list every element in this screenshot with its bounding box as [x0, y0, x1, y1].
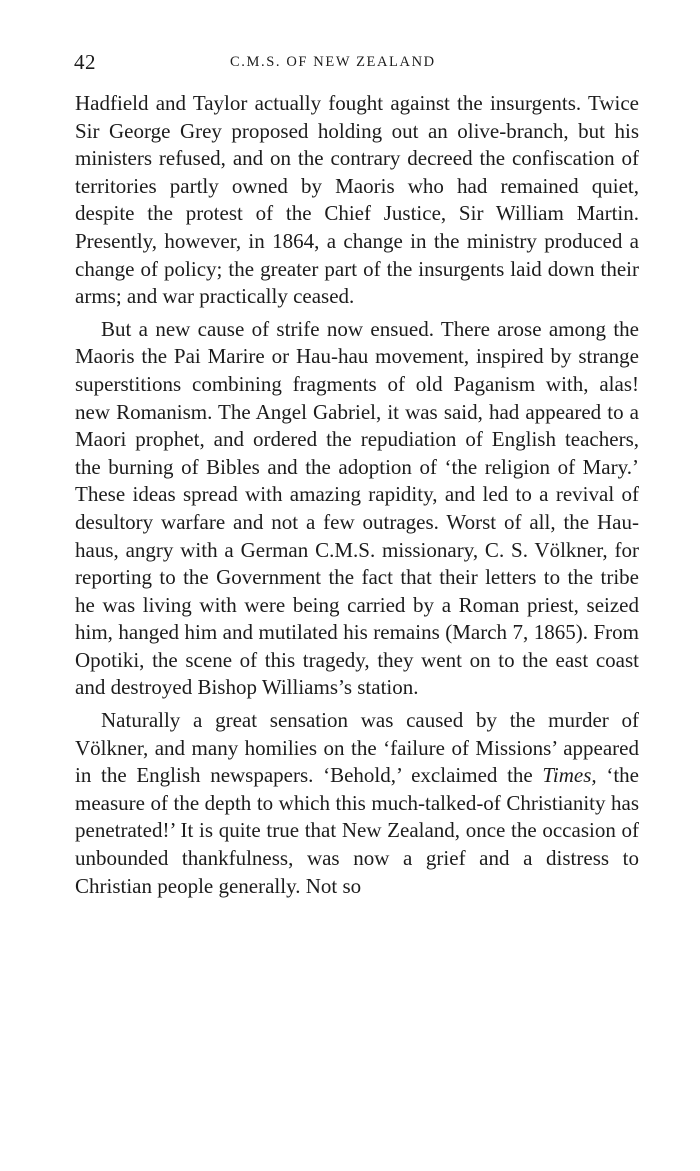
paragraph-2: But a new cause of strife now ensued. There arose among the Maoris the Pai Marire or Hau-hau movement, inspired by strange superstitions combining fragments of old Paganism with, alas! new Romanism. The Angel Gabriel, it was said, had appeared to a Maori prophet, and ordered the repudiation of English teachers, the burning of Bibles and the adoption of ‘the religion of Mary.’ These ideas spread with amazing rapidity, and led to a revival of desultory warfare and not a few outrages. Worst of all, the Hau-haus, angry with a German C.M.S. missionary, C. S. Völkner, for reporting to the Government the fact that their letters to the tribe he was living with were being carried by a Roman priest, seized him, hanged him and mutilated his remains (March 7, 1865). From Opotiki, the scene of this tragedy, they went on to the east coast and destroyed Bishop Williams’s station.: [75, 316, 639, 700]
paragraph-3: [75, 707, 639, 900]
paragraph-3-part-2: ‘the measure of the depth to which this much-talked-of Christianity has penetrated!’ It is quite true that New Zealand, once the occasion of unbounded thankfulness, was now a grief and a distress to Christian people generally. Not so: [75, 763, 639, 898]
newspaper-title: Times,: [542, 763, 597, 788]
paragraph-3-part-1: Naturally a great sensation was caused by the murder of Völkner, and many homilies on the ‘failure of Missions’ appeared in the English newspapers. ‘Behold,’ exclaimed the: [75, 708, 639, 788]
page-number: 42: [74, 50, 96, 74]
running-title: C.M.S. OF NEW ZEALAND: [230, 54, 436, 70]
paragraph-1: Hadfield and Taylor actually fought against the insurgents. Twice Sir George Grey proposed holding out an olive-branch, but his ministers refused, and on the contrary decreed the confiscation of territories partly owned by Maoris who had remained quiet, despite the protest of the Chief Justice, Sir William Martin. Presently, however, in 1864, a change in the ministry produced a change of policy; the greater part of the insurgents laid down their arms; and war practically ceased.: [75, 91, 639, 309]
body-text: [75, 90, 639, 900]
page-header: [74, 50, 638, 76]
